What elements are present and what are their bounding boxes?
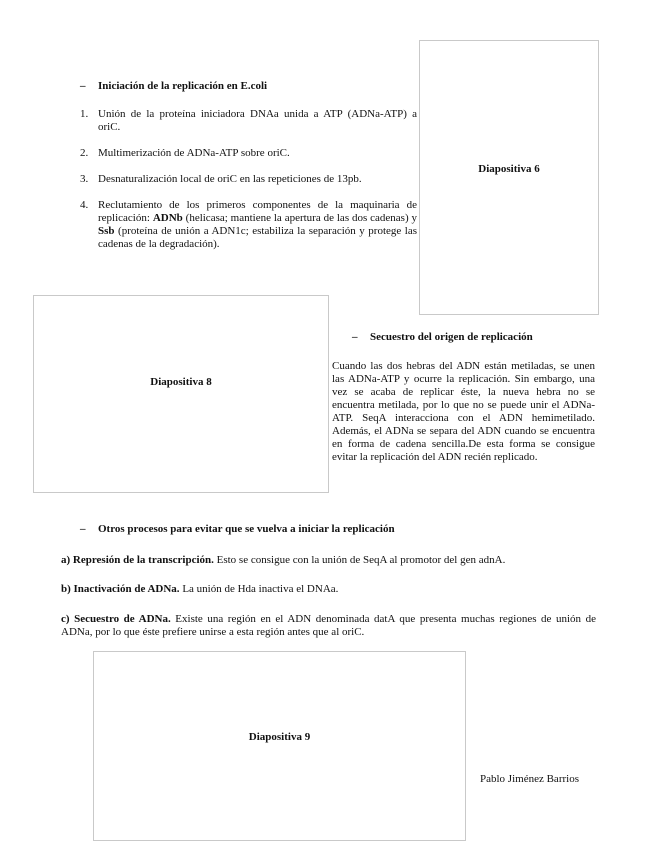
process-item-a: a) Represión de la transcripción. Esto se consigue con la unión de SeqA al promotor del gen adnA. <box>61 554 506 566</box>
section2-heading: – Secuestro del origen de replicación <box>352 331 533 343</box>
slide-6-label: Diapositiva 6 <box>478 163 540 175</box>
section1-heading: – Iniciación de la replicación en E.coli <box>80 80 268 92</box>
list-item: 4. Reclutamiento de los primeros componentes de la maquinaria de replicación: ADNb (helicasa; mantiene la apertura de las dos cadenas) y Ssb (proteína de unión a ADN1c; estabiliza la separación y protege las cadenas de la degradación). <box>80 199 418 250</box>
replication-steps-list <box>80 108 417 264</box>
list-item: 2. Multimerización de ADNa-ATP sobre oriC. <box>80 147 290 159</box>
section3-heading: – Otros procesos para evitar que se vuelva a iniciar la replicación <box>80 523 395 535</box>
process-item-b: b) Inactivación de ADNa. La unión de Hda inactiva el DNAa. <box>61 583 339 595</box>
list-item: 3. Desnaturalización local de oriC en las repeticiones de 13pb. <box>80 173 362 185</box>
author-name: Pablo Jiménez Barrios <box>480 773 579 785</box>
slide-6-placeholder <box>419 40 599 315</box>
slide-8-placeholder <box>33 295 329 493</box>
section2-body: Cuando las dos hebras del ADN están metiladas, se unen las ADNa-ATP y ocurre la replicación. Sin embargo, una vez se acaba de replicar éste, la nueva hebra no se encuentra metilada, por lo que no se puede unir el ADNa-ATP. SeqA interacciona con el ADN hemimetilado. Además, el ADNa se separa del ADN cuando se encuentra en forma de cadena sencilla.De esta forma se consigue evitar la replicación del ADN recién replicado. <box>332 360 595 463</box>
list-item: 1. Unión de la proteína iniciadora DNAa unida a ATP (ADNa-ATP) a oriC. <box>80 108 417 133</box>
process-item-c: c) Secuestro de ADNa. Existe una región en el ADN denominada datA que presenta muchas regiones de unión de ADNa, por lo que éste prefiere unirse a esta región antes que al oriC. <box>61 613 596 638</box>
slide-8-label: Diapositiva 8 <box>150 376 212 388</box>
slide-9-placeholder <box>93 651 466 841</box>
slide-9-label: Diapositiva 9 <box>248 731 311 743</box>
